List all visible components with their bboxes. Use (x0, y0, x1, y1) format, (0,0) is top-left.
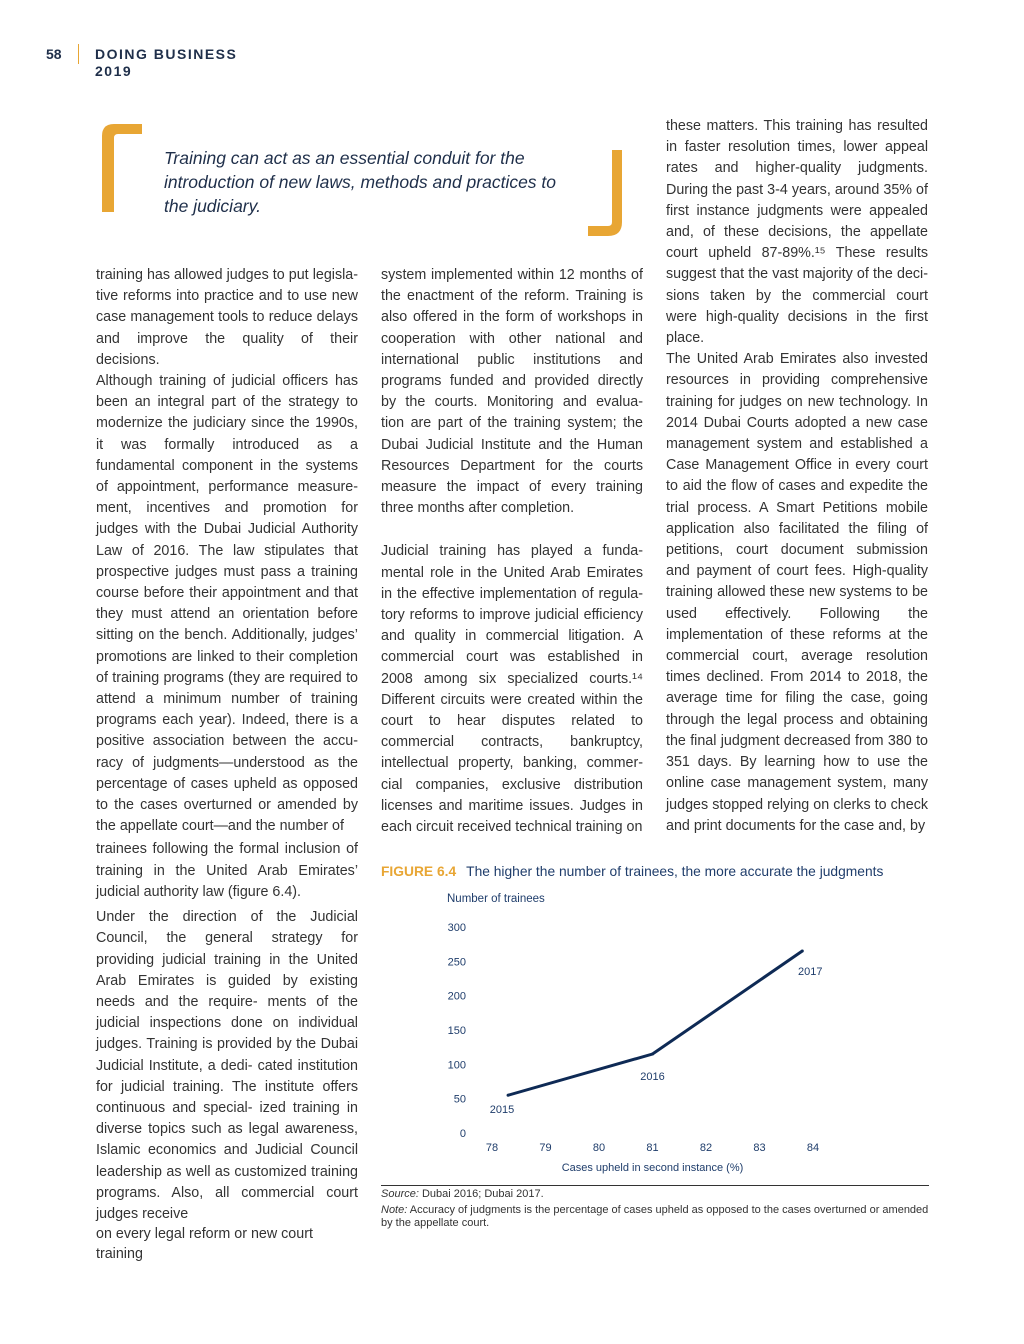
x-tick-label: 78 (485, 1142, 499, 1154)
note-value: Accuracy of judgments is the percentage of cases upheld as opposed to the cases overturned or amended by the appellate court. (381, 1204, 929, 1229)
text-column-1 (96, 265, 358, 1225)
y-tick-label: 300 (447, 922, 466, 934)
y-tick-label: 150 (447, 1025, 466, 1037)
pull-quote: Training can act as an essential conduit for the introduction of new laws, methods and practices to the judiciary. (164, 148, 557, 216)
paragraph: Judicial training has played a funda- mental role in the United Arab Emirates in the effective implementation of regula- tory reforms to improve judicial efficiency and quality in commercial litigation. A commercial court was established in 2008 among six specialized courts.¹⁴ Different circuits were created within the court to hear disputes related to commercial contracts, bankruptcy, intellectual property, banking, commer- cial companies, exclusive distribution licenses and maritime issues. Judges in each circuit received technical training on (381, 543, 643, 836)
x-tick-label: 79 (539, 1142, 552, 1154)
figure-title: The higher the number of trainees, the more accurate the judgments (466, 864, 884, 879)
data-point (801, 950, 804, 953)
text-column-3 (666, 116, 928, 837)
source-divider (381, 1185, 929, 1186)
figure-label: FIGURE 6.4 (381, 864, 457, 879)
paragraph: trainees following the formal inclusion of training in the United Arab Emirates’ judicial authority law (figure 6.4). (96, 841, 358, 900)
close-quote-bracket-icon (586, 148, 626, 238)
data-label: 2016 (640, 1071, 665, 1084)
line-chart (381, 905, 929, 1180)
column-1-tail-text: on every legal reform or new court training (96, 1226, 313, 1262)
paragraph: these matters. This training has resulted in faster resolution times, lower appeal rates and higher-quality judgments. During the past 3-4 years, around 35% of first instance judgments were appealed and, of these decisions, the appellate court upheld 87-89%.¹⁵ These results suggest that the vast majority of the deci- sions taken by the commercial court were high-quality decisions in the first place. (666, 118, 928, 347)
data-point (507, 1094, 510, 1097)
y-axis-title: Number of trainees (447, 893, 545, 905)
paragraph: training has allowed judges to put legisla- tive reforms into practice and to use new case management tools to reduce delays and improve the quality of their decisions. (96, 267, 358, 368)
x-tick-label: 84 (806, 1142, 820, 1154)
y-tick-label: 50 (453, 1093, 466, 1106)
data-label: 2017 (798, 966, 823, 979)
x-tick-label: 80 (592, 1142, 606, 1154)
x-tick-label: 82 (699, 1142, 713, 1154)
note-label: Note: (381, 1204, 408, 1216)
header-divider (78, 44, 79, 64)
y-tick-label: 0 (459, 1128, 466, 1140)
y-tick-label: 250 (447, 956, 466, 969)
text-column-2 (381, 265, 643, 838)
publication-title-line1: DOING BUSINESS (95, 46, 238, 62)
publication-title-year: 2019 (95, 63, 133, 79)
page-number: 58 (46, 46, 62, 62)
paragraph: Under the direction of the Judicial Council, the general strategy for providing judicial training in the United Arab Emirates is guided by existing needs and the require- ments of the judicial inspections done on individual judges. Training is provided by the Dubai Judicial Institute, a dedi- cated institution for judicial training. The institute offers continuous and special- ized training in diverse topics such as legal awareness, Islamic economics and Judicial Council leadership as well as customized training programs. Also, all commercial court judges receive (96, 909, 358, 1222)
x-axis-title: Cases upheld in second instance (%) (561, 1162, 744, 1174)
data-point (651, 1053, 654, 1056)
note-text (381, 1204, 929, 1230)
publication-title (95, 46, 237, 80)
x-tick-label: 83 (753, 1142, 766, 1154)
x-tick-label: 81 (646, 1142, 659, 1154)
paragraph: Although training of judicial officers has been an integral part of the strategy to modernize the judiciary since the 1990s, it was formally introduced as a fundamental component in the systems of appointment, performance measure- ment, incentives and promotion for judges with the Dubai Judicial Authority Law of 2016. The law stipulates that prospective judges must pass a training course before their appointment and that they must attend an orientation before sitting on the bench. Additionally, judges’ promotions are linked to their completion of training programs (they are required to attend a minimum number of training programs each year). Indeed, there is a positive association between the accu- racy of judgments—understood as the percentage of cases upheld as opposed to the cases overturned or amended by the appellate court—and the number of (96, 373, 358, 835)
source-label: Source: (381, 1188, 419, 1200)
y-tick-label: 100 (447, 1059, 466, 1072)
figure-caption (381, 864, 883, 879)
data-label: 2015 (489, 1104, 515, 1117)
source-value: Dubai 2016; Dubai 2017. (418, 1188, 544, 1200)
open-quote-bracket-icon (100, 122, 144, 214)
source-text (381, 1188, 544, 1200)
paragraph: The United Arab Emirates also invested resources in providing comprehensive training for judges on new technology. In 2014 Dubai Courts adopted a new case management system and established a Case Management Office in every court to aid the flow of cases and expedite the trial process. A Smart Petitions mobile application also facilitated the filing of petitions, court document submission and payment of court fees. High-quality training allowed these new systems to be used effectively. Following the implementation of these reforms at the commercial court, average resolution times declined. From 2014 to 2018, the average time for filing the case, going through the legal process and obtaining the final judgment decreased from 380 to 351 days. By learning how to use the online case management system, many judges stopped relying on clerks to check and print documents for the case and, by (666, 351, 928, 834)
y-tick-label: 200 (447, 990, 466, 1003)
paragraph: system implemented within 12 months of the enactment of the reform. Training is also offered in the form of workshops in cooperation with other national and international public institutions and programs funded and provided directly by the courts. Monitoring and evalua- tion are part of the training system; the Dubai Judicial Institute and the Human Resources Department for the courts measure the impact of every training three months after completion. (381, 267, 643, 517)
